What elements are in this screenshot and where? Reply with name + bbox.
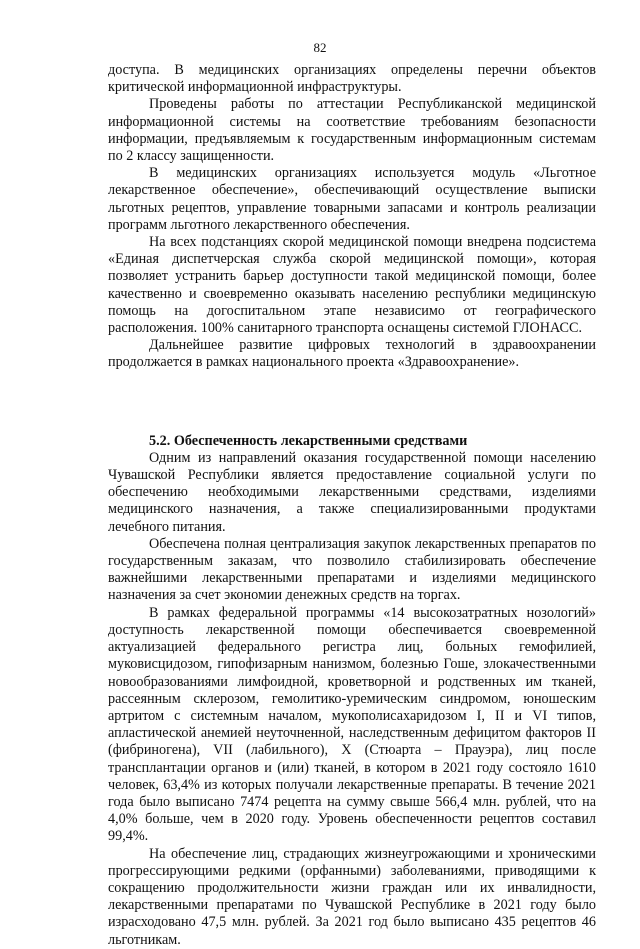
page-number: 82 (313, 40, 327, 55)
paragraph: Одним из направлений оказания государственной помощи населению Чувашской Республики является предоставление социальной услуги по обеспечению необходимыми лекарственными средствами, изделиями медицинского назначения, а также специализированными продуктами лечебного питания. (108, 449, 596, 535)
paragraph: Дальнейшее развитие цифровых технологий в здравоохранении продолжается в рамках национального проекта «Здравоохранение». (108, 337, 596, 371)
paragraph: доступа. В медицинских организациях определены перечни объектов критической информационной инфраструктуры. (108, 62, 596, 96)
paragraph: Обеспечена полная централизация закупок лекарственных препаратов по государственным заказам, что позволило стабилизировать обеспечение важнейшими лекарственными препаратами и изделиями медицинского назначения за счет экономии денежных средств на торгах. (108, 535, 596, 604)
paragraph: В рамках федеральной программы «14 высокозатратных нозологий» доступность лекарственной помощи обеспечивается своевременной актуализацией федерального регистра лиц, больных гемофилией, муковисцидозом, гипофизарным нанизмом, болезнью Гоше, злокачественными новообразованиями лимфоидной, кроветворной и родственных им тканей, рассеянным склерозом, гемолитико-уремическим синдромом, юношеским артритом с системным началом, мукополисахаридозом I, II и VI типов, апластической анемией неуточненной, наследственным дефицитом факторов II (фибриногена), VII (лабильного), X (Стюарта – Прауэра), лиц после трансплантации органов и (или) тканей, в котором в 2021 году состояло 1610 человек, 63,4% из которых получали лекарственные препараты. В течение 2021 года было выписано 7474 рецепта на сумму свыше 566,4 млн. рублей, что на 4,0% больше, чем в 2020 году. Уровень обеспеченности рецептов составил 99,4%. (108, 604, 596, 845)
section-spacer (108, 372, 596, 433)
paragraph: На всех подстанциях скорой медицинской помощи внедрена подсистема «Единая диспетчерская служба скорой медицинской помощи», которая позволяет устранить барьер доступности такой медицинской помощи, более качественно и своевременно оказывать населению республики медицинскую помощь на догоспитальном этапе независимо от географического расположения. 100% санитарного транспорта оснащены системой ГЛОНАСС. (108, 234, 596, 337)
paragraph: На обеспечение лиц, страдающих жизнеугрожающими и хроническими прогрессирующими редкими (орфанными) заболеваниями, приводящими к сокращению продолжительности жизни граждан или их инвалидности, лекарственными препаратами по Чувашской Республике в 2021 году было израсходовано 47,5 млн. рублей. За 2021 год было выписано 435 рецептов 46 льготникам. (108, 845, 596, 948)
section-heading: 5.2. Обеспеченность лекарственными средствами (149, 432, 468, 449)
paragraph: В медицинских организациях используется модуль «Льготное лекарственное обеспечение», обеспечивающий осуществление выписки льготных рецептов, управление товарными запасами и контроль реализации программ льготного лекарственного обеспечения. (108, 165, 596, 233)
paragraph: Проведены работы по аттестации Республиканской медицинской информационной системы на соответствие требованиям безопасности информации, предъявляемым к государственным информационным системам по 2 классу защищенности. (108, 96, 596, 165)
body-text (108, 62, 596, 949)
